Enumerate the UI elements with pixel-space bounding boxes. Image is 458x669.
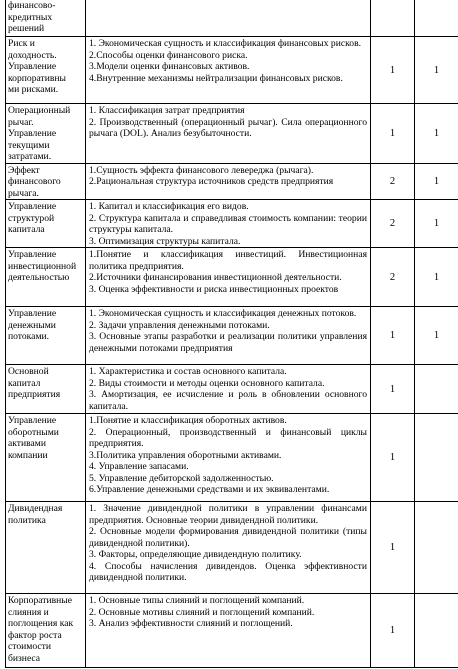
topic-line: ми рисками. bbox=[8, 84, 59, 95]
topic-cell bbox=[6, 37, 86, 104]
hours-cell-a: 1 bbox=[371, 414, 415, 502]
hours-cell-b bbox=[415, 0, 458, 37]
topic-cell bbox=[6, 365, 86, 414]
topic-line: стоимости bbox=[8, 641, 51, 652]
topic-line: Управление bbox=[8, 308, 57, 319]
topic-line: корпоративны bbox=[8, 72, 66, 84]
topic-line: деятельностью bbox=[8, 272, 70, 283]
topic-line: структурой bbox=[8, 212, 55, 224]
topic-cell bbox=[6, 307, 86, 365]
topic-line: компании bbox=[8, 449, 48, 461]
topic-line: потоками. bbox=[8, 331, 50, 342]
topic-line: доходность. bbox=[8, 49, 57, 61]
topic-line: финансового bbox=[8, 176, 61, 187]
content-cell bbox=[86, 37, 371, 104]
table-body bbox=[6, 0, 458, 668]
topic-line: капитал bbox=[8, 377, 41, 389]
hours-cell-a: 1 bbox=[371, 502, 415, 594]
content-cell bbox=[86, 0, 371, 37]
hours-cell-a: 1 bbox=[371, 104, 415, 164]
topic-line: инвестиционной bbox=[8, 260, 77, 272]
content-item: 1. Значение дивидендной политики в управлении финансами предприятия. Основные теории дивидендной политики. bbox=[89, 503, 367, 526]
table-row bbox=[6, 594, 458, 668]
content-cell bbox=[86, 365, 371, 414]
topic-cell bbox=[6, 414, 86, 502]
table-row bbox=[6, 200, 458, 248]
content-item: 2. Производственный (операционный рычаг). Сила операционного рычага (DOL). Анализ безубыточности. bbox=[89, 116, 367, 139]
course-topics-table bbox=[5, 0, 458, 668]
content-item: 3. Основные этапы разработки и реализации политики управления денежными потоками предприятия bbox=[89, 331, 367, 354]
content-item: 1. Экономическая сущность и классификация финансовых рисков. bbox=[89, 38, 362, 49]
hours-cell-b bbox=[415, 414, 458, 502]
topic-line: Основной bbox=[8, 366, 49, 377]
hours-cell-a: 1 bbox=[371, 594, 415, 668]
content-cell bbox=[86, 594, 371, 668]
table-row bbox=[6, 307, 458, 365]
topic-cell bbox=[6, 248, 86, 307]
content-item: 3.Политика управления оборотными активами. bbox=[89, 449, 282, 461]
topic-line: решений bbox=[8, 23, 45, 34]
topic-cell bbox=[6, 104, 86, 164]
hours-cell-b: 1 bbox=[415, 200, 458, 248]
topic-cell bbox=[6, 594, 86, 668]
hours-cell-a: 1 bbox=[371, 37, 415, 104]
content-item: 3. Оценка эффективности и риска инвестиционных проектов bbox=[89, 283, 339, 295]
hours-cell-a bbox=[371, 0, 415, 37]
content-item: 1. Классификация затрат предприятия bbox=[89, 105, 245, 116]
content-item: 4. Управление запасами. bbox=[89, 461, 189, 472]
content-item: 1.Сущность эффекта финансового левереджа (рычага). bbox=[89, 164, 314, 176]
hours-cell-b: 1 bbox=[415, 307, 458, 365]
hours-cell-b: 1 bbox=[415, 163, 458, 200]
topic-line: Управление bbox=[8, 61, 57, 72]
topic-line: политика bbox=[8, 514, 46, 526]
content-item: 1. Экономическая сущность и классификация денежных потоков. bbox=[89, 308, 357, 319]
topic-line: Операционный bbox=[8, 105, 71, 116]
topic-line: бизнеса bbox=[8, 652, 41, 664]
topic-line: финансово- bbox=[8, 0, 56, 11]
content-item: 1. Характеристика и состав основного капитала. bbox=[89, 366, 287, 377]
topic-line: Управление bbox=[8, 128, 57, 139]
content-item: 2.Источники финансирования инвестиционной деятельности. bbox=[89, 272, 342, 283]
topic-line: Корпоративные bbox=[8, 595, 72, 606]
topic-cell bbox=[6, 502, 86, 594]
topic-line: затратами. bbox=[8, 151, 52, 162]
topic-line: текущими bbox=[8, 139, 50, 151]
topic-line: Управление bbox=[8, 201, 57, 212]
topic-line: Управление bbox=[8, 249, 57, 260]
content-item: 1.Понятие и классификация оборотных активов. bbox=[89, 415, 287, 426]
content-item: 3.Модели оценки финансовых активов. bbox=[89, 61, 250, 72]
topic-line: слияния и bbox=[8, 606, 49, 618]
topic-line: рычаг. bbox=[8, 116, 34, 128]
content-item: 1. Основные типы слияний и поглощений компаний. bbox=[89, 595, 305, 606]
topic-line: рычага. bbox=[8, 187, 39, 199]
content-cell bbox=[86, 248, 371, 307]
hours-cell-b: 1 bbox=[415, 248, 458, 307]
hours-cell-b bbox=[415, 365, 458, 414]
content-item: 2. Основные модели формирования дивидендной политики (типы дивидендной политики). bbox=[89, 526, 367, 549]
content-item: 3. Анализ эффективности слияний и поглощений. bbox=[89, 618, 293, 629]
content-item: 2.Рациональная структура источников средств предприятия bbox=[89, 176, 334, 187]
hours-cell-b: 1 bbox=[415, 37, 458, 104]
content-cell bbox=[86, 104, 371, 164]
topic-line: Риск и bbox=[8, 38, 35, 49]
hours-cell-a: 2 bbox=[371, 200, 415, 248]
content-cell bbox=[86, 307, 371, 365]
table-row bbox=[6, 248, 458, 307]
content-item: 2. Виды стоимости и методы оценки основного капитала. bbox=[89, 377, 325, 389]
topic-line: активами bbox=[8, 438, 46, 449]
hours-cell-a: 1 bbox=[371, 307, 415, 365]
topic-line: кредитных bbox=[8, 11, 53, 23]
hours-cell-a: 2 bbox=[371, 163, 415, 200]
table-row bbox=[6, 502, 458, 594]
table-row bbox=[6, 414, 458, 502]
content-item: 6.Управление денежными средствами и их эквивалентами. bbox=[89, 484, 330, 495]
content-item: 1. Капитал и классификация его видов. bbox=[89, 201, 249, 212]
content-item: 2. Операционный, производственный и финансовый циклы предприятия. bbox=[89, 426, 367, 449]
topic-line: предприятия bbox=[8, 389, 61, 400]
topic-line: капитала bbox=[8, 224, 45, 235]
content-item: 4. Способы начисления дивидендов. Оценка эффективности дивидендной политики. bbox=[89, 560, 367, 583]
content-item: 2. Основные мотивы слияний и поглощений компаний. bbox=[89, 606, 315, 618]
content-item: 2. Задачи управления денежными потоками. bbox=[89, 319, 270, 331]
hours-cell-b bbox=[415, 594, 458, 668]
table-row bbox=[6, 104, 458, 164]
content-cell bbox=[86, 163, 371, 200]
hours-cell-a: 2 bbox=[371, 248, 415, 307]
content-item: 3. Амортизация, ее исчисление и роль в обновлении основного капитала. bbox=[89, 389, 367, 412]
topic-line: Управление bbox=[8, 415, 57, 426]
table-row bbox=[6, 365, 458, 414]
content-item: 2. Структура капитала и справедливая стоимость компании: теории структуры капитала. bbox=[89, 212, 367, 235]
topic-line: оборотными bbox=[8, 426, 59, 438]
content-item: 2.Способы оценки финансового риска. bbox=[89, 49, 248, 61]
content-item: 3. Факторы, определяющие дивидендную политику. bbox=[89, 549, 302, 560]
content-item: 4.Внутренние механизмы нейтрализации финансовых рисков. bbox=[89, 72, 343, 84]
topic-line: денежными bbox=[8, 319, 56, 331]
table-row bbox=[6, 163, 458, 200]
content-item: 3. Оптимизация структуры капитала. bbox=[89, 235, 241, 247]
topic-cell bbox=[6, 0, 86, 37]
hours-cell-b: 1 bbox=[415, 104, 458, 164]
table-row bbox=[6, 0, 458, 37]
topic-line: фактор роста bbox=[8, 629, 62, 641]
hours-cell-b bbox=[415, 502, 458, 594]
topic-line: Эффект bbox=[8, 164, 40, 176]
content-item: 5. Управление дебиторской задолженностью. bbox=[89, 472, 274, 484]
content-cell bbox=[86, 502, 371, 594]
topic-cell bbox=[6, 163, 86, 200]
topic-line: поглощения как bbox=[8, 618, 74, 629]
content-cell bbox=[86, 414, 371, 502]
table-row bbox=[6, 37, 458, 104]
content-cell bbox=[86, 200, 371, 248]
hours-cell-a: 1 bbox=[371, 365, 415, 414]
topic-line: Дивидендная bbox=[8, 503, 63, 514]
content-item: 1.Понятие и классификация инвестиций. Инвестиционная политика предприятия. bbox=[89, 249, 367, 272]
topic-cell bbox=[6, 200, 86, 248]
